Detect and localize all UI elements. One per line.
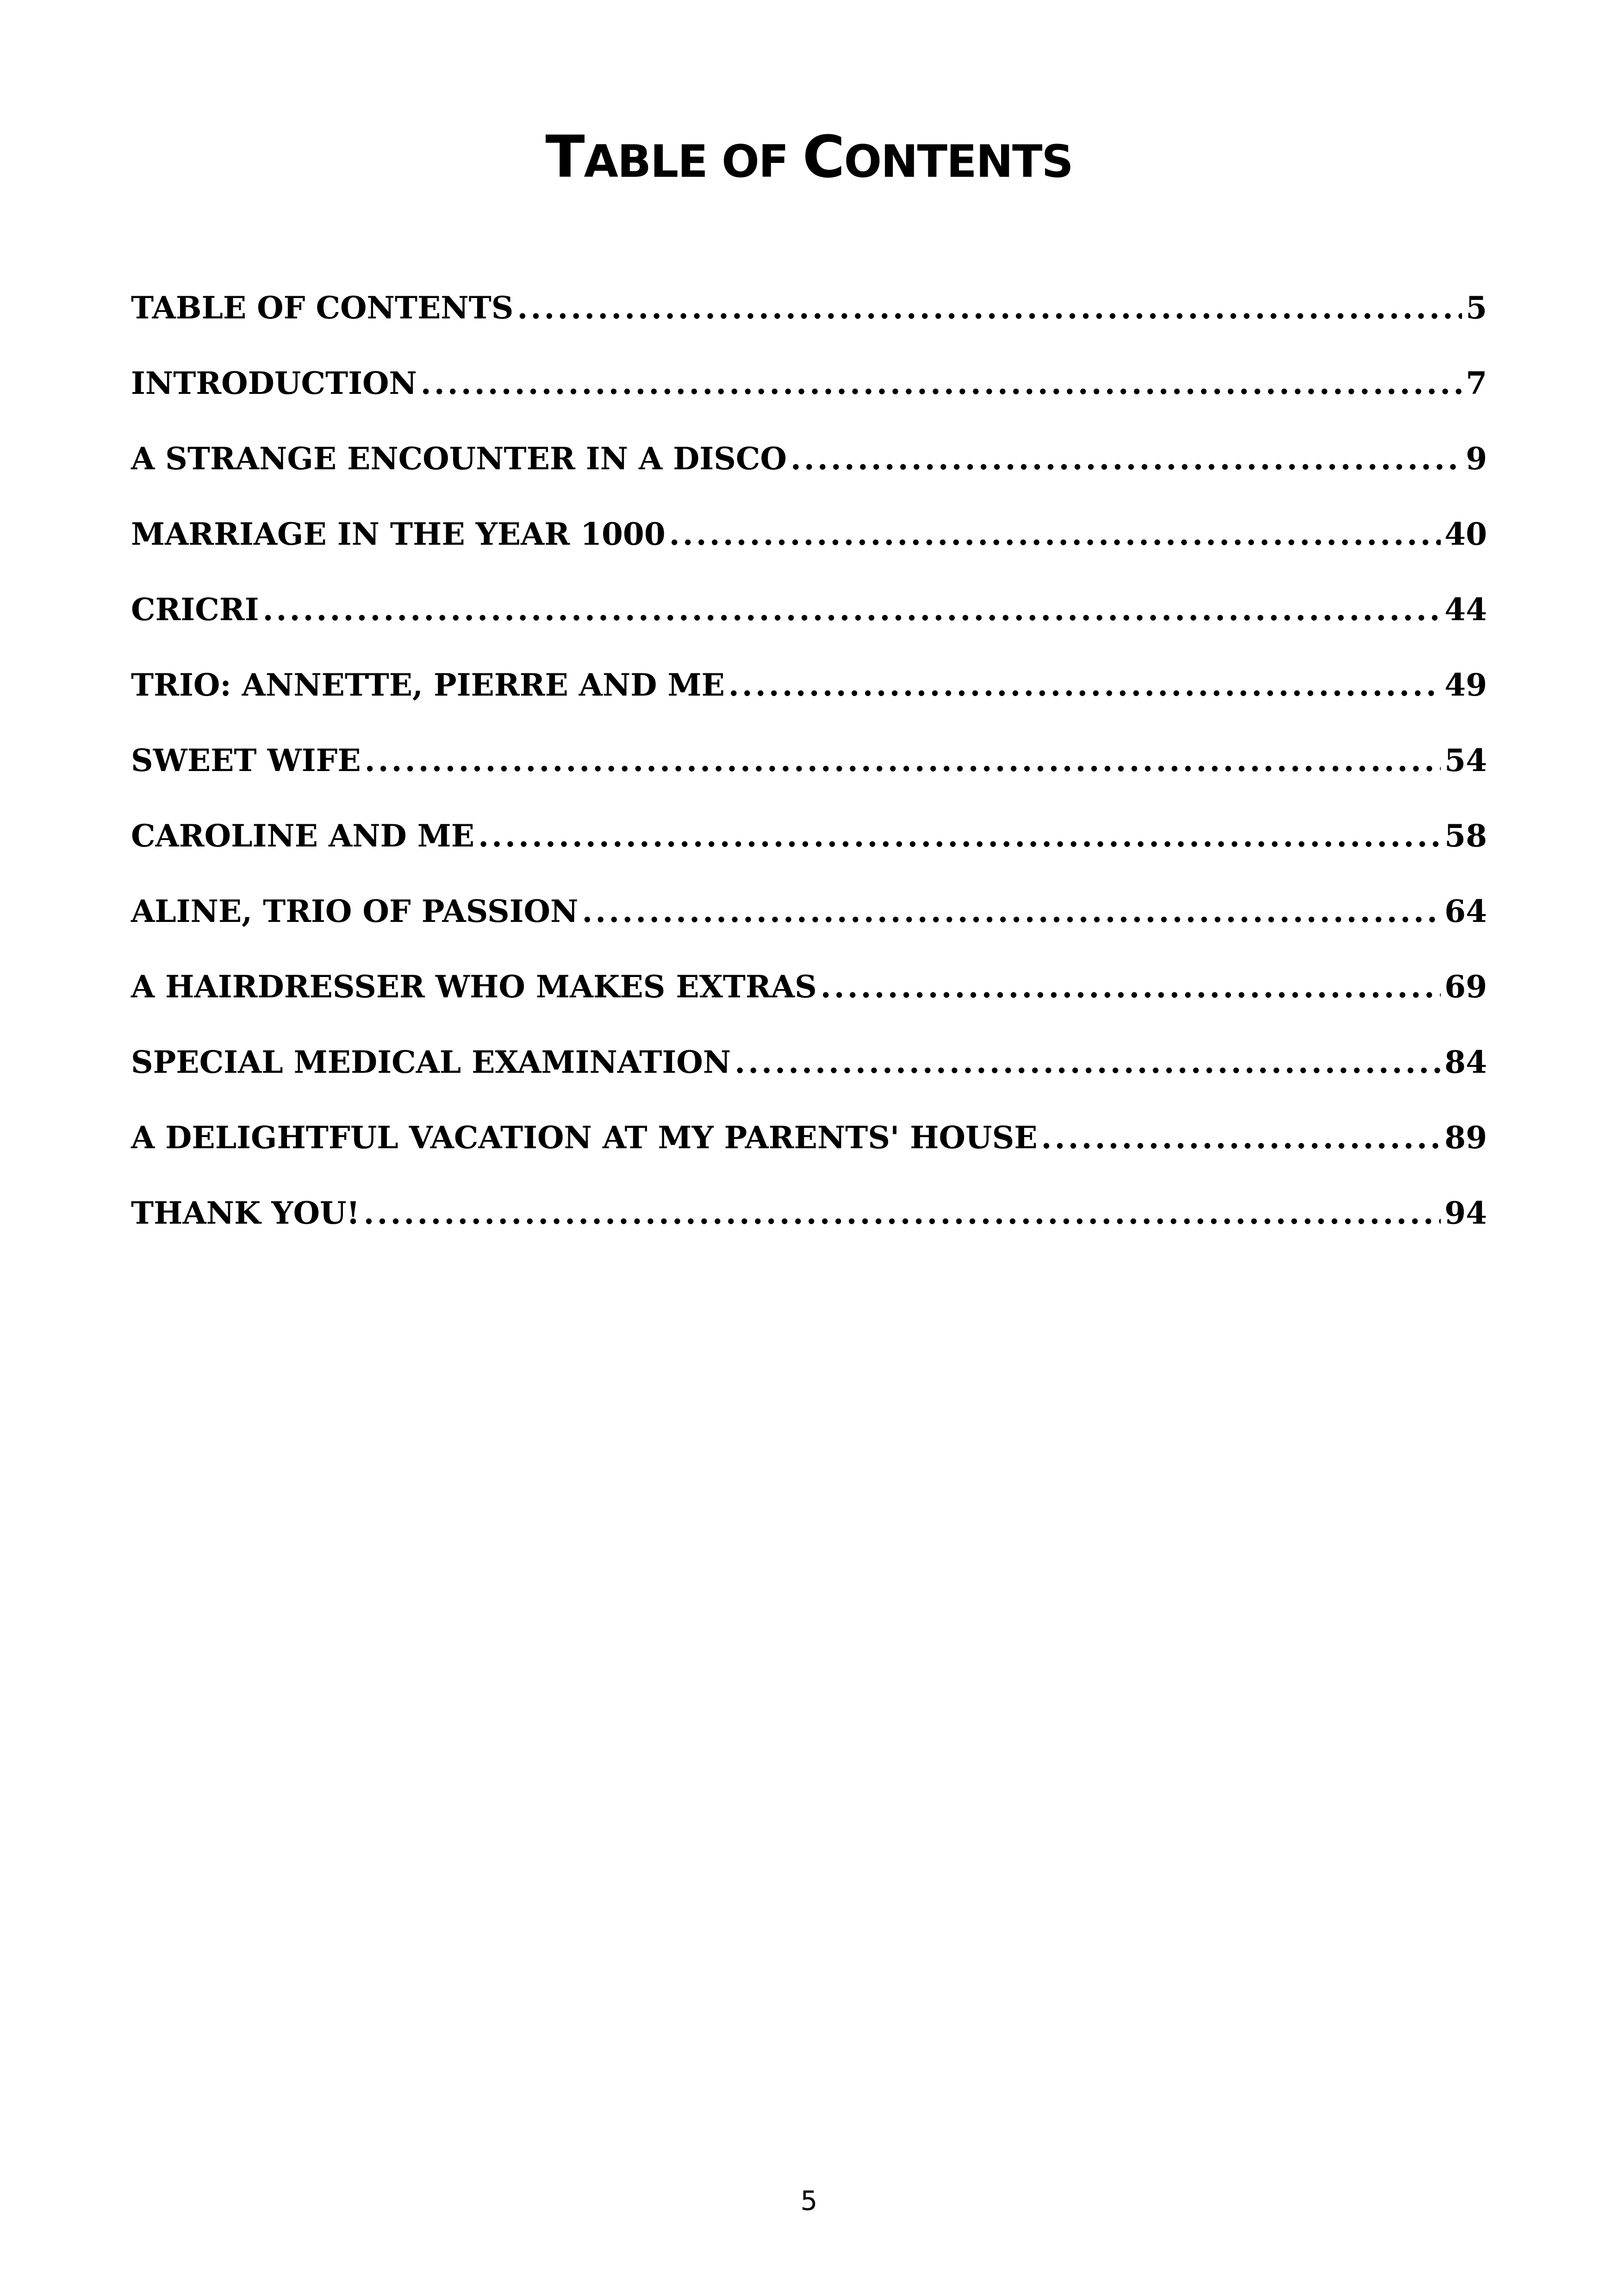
toc-entry[interactable] [131,509,1487,584]
toc-entry[interactable] [131,584,1487,660]
toc-dot-leader [669,509,1441,560]
footer-page-number: 5 [800,2185,818,2216]
toc-entry-label: SPECIAL MEDICAL EXAMINATION [131,1044,731,1080]
toc-entry-label: CRICRI [131,591,259,628]
toc-entry-page: 84 [1444,1044,1487,1080]
toc-dot-leader [734,1037,1441,1088]
toc-entry[interactable] [131,1112,1487,1188]
toc-entry[interactable] [131,433,1487,509]
toc-dot-leader [263,584,1441,635]
toc-entry-page: 44 [1444,591,1487,628]
toc-entry-label: ALINE, TRIO OF PASSION [131,893,579,929]
toc-entry-label: A STRANGE ENCOUNTER IN A DISCO [131,441,787,477]
toc-dot-leader [478,810,1441,861]
toc-entry[interactable] [131,810,1487,886]
toc-entry-page: 64 [1444,893,1487,929]
toc-dot-leader [821,961,1441,1012]
toc-dot-leader [365,735,1441,786]
toc-entry-page: 40 [1444,516,1487,552]
toc-dot-leader [582,886,1441,937]
toc-entry-page: 54 [1444,742,1487,778]
table-of-contents [131,282,1487,1263]
toc-entry-label: A HAIRDRESSER WHO MAKES EXTRAS [131,969,817,1005]
toc-entry-label: CAROLINE AND ME [131,818,475,854]
toc-entry-label: THANK YOU! [131,1195,360,1231]
toc-entry-page: 5 [1466,290,1487,326]
toc-entry[interactable] [131,886,1487,961]
toc-entry-page: 58 [1444,818,1487,854]
toc-entry-label: SWEET WIFE [131,742,361,778]
toc-entry[interactable] [131,358,1487,433]
title-initial-t: T [545,124,584,191]
page-title [0,116,1618,203]
toc-entry[interactable] [131,660,1487,735]
toc-dot-leader [790,433,1462,484]
toc-entry-label: TRIO: ANNETTE, PIERRE AND ME [131,667,725,703]
toc-entry-page: 9 [1466,441,1487,477]
title-small-caps-2: ONTENTS [844,136,1073,187]
toc-entry-label: MARRIAGE IN THE YEAR 1000 [131,516,666,552]
title-small-caps-1: ABLE OF [584,136,803,187]
toc-dot-leader [421,358,1462,409]
toc-entry-label: TABLE OF CONTENTS [131,290,514,326]
toc-entry-label: INTRODUCTION [131,365,417,401]
toc-entry-page: 69 [1444,969,1487,1005]
toc-entry[interactable] [131,1188,1487,1263]
toc-dot-leader [517,282,1462,333]
toc-entry[interactable] [131,961,1487,1037]
toc-entry-page: 49 [1444,667,1487,703]
toc-entry[interactable] [131,1037,1487,1112]
toc-entry-label: A DELIGHTFUL VACATION AT MY PARENTS' HOUSE [131,1120,1038,1156]
toc-entry[interactable] [131,735,1487,810]
toc-entry-page: 7 [1466,365,1487,401]
toc-dot-leader [728,660,1441,710]
toc-entry[interactable] [131,282,1487,358]
toc-dot-leader [363,1188,1441,1238]
toc-dot-leader [1041,1112,1441,1163]
title-initial-c: C [802,124,844,191]
toc-entry-page: 89 [1444,1120,1487,1156]
toc-entry-page: 94 [1444,1195,1487,1231]
